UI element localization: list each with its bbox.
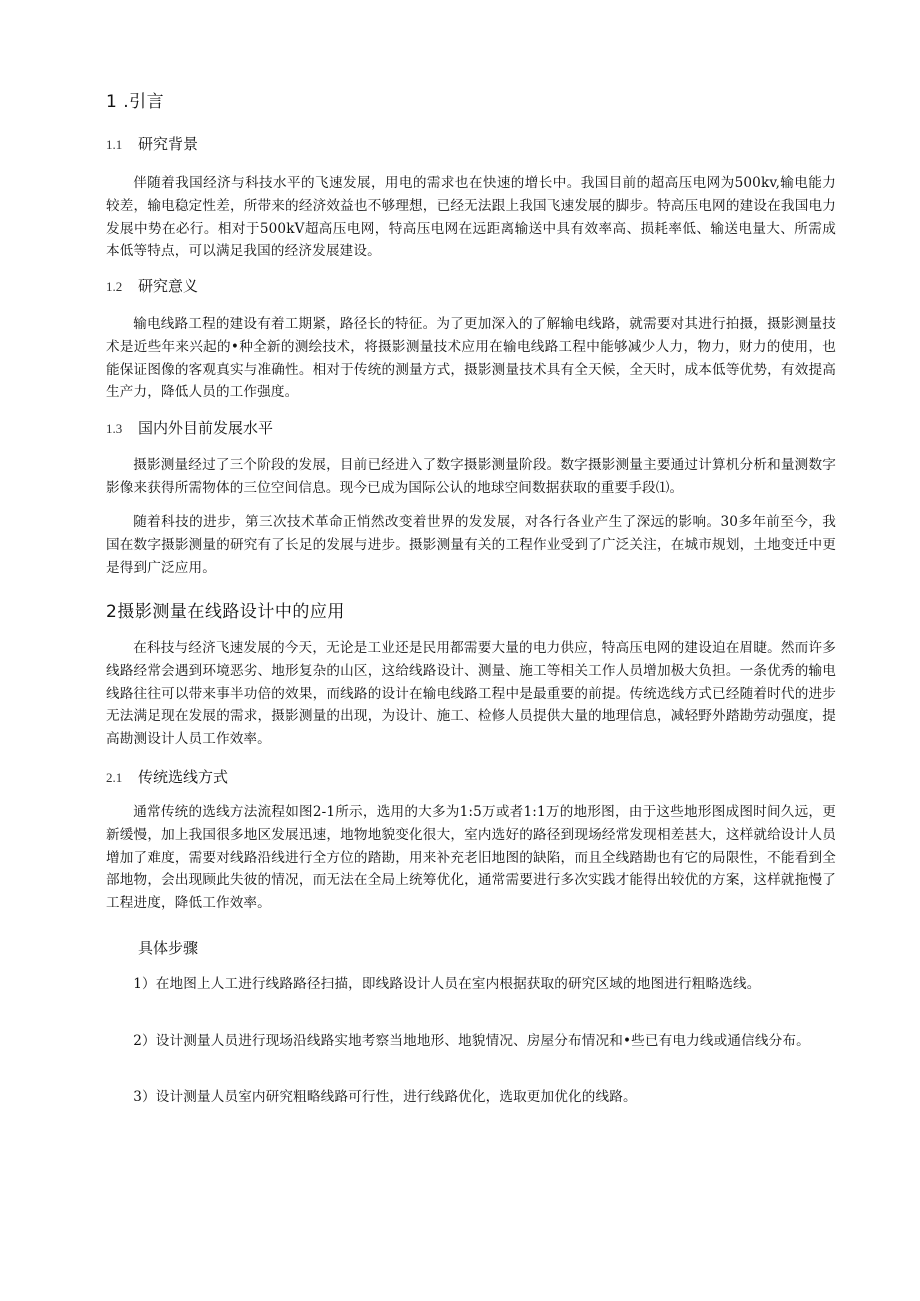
section-number: 2.1: [106, 770, 123, 785]
section-1-2-heading: [106, 276, 198, 297]
section-number: 1.2: [106, 279, 123, 294]
section-2-1-heading: [106, 767, 228, 788]
paragraph-development-level-1: 摄影测量经过了三个阶段的发展，目前已经进入了数字摄影测量阶段。数字摄影测量主要通过计算机分析和量测数字影像来获得所需物体的三位空间信息。现今已成为国际公认的地球空间数据获取的重要手段⑴。: [106, 457, 836, 496]
section-title: 研究背景: [138, 135, 199, 153]
section-number: 1.1: [106, 137, 123, 152]
section-number: 1.3: [106, 421, 123, 436]
paragraph-development-level-2: 随着科技的进步，第三次技术革命正悄然改变着世界的发发展，对各行各业产生了深远的影响。30多年前至今，我国在数字摄影测量的研究有了长足的发展与进步。摄影测量有关的工程作业受到了广泛关注，在城市规划，土地变迁中更是得到广泛应用。: [106, 514, 836, 576]
step-item-2: 2）设计测量人员进行现场沿线路实地考察当地地形、地貌情况、房屋分布情况和•些已有电力线或通信线分布。: [133, 1033, 810, 1049]
paragraph-research-background: 伴随着我国经济与科技水平的飞速发展，用电的需求也在快速的增长中。我国目前的超高压电网为500kv,输电能力较差，输电稳定性差，所带来的经济效益也不够理想，已经无法跟上我国飞速发展的脚步。特高压电网的建设在我国电力发展中势在必行。相对于500kV超高压电网，特高压电网在远距离输送中具有效率高、损耗率低、输送电量大、所需成本低等特点，可以满足我国的经济发展建设。: [106, 175, 836, 260]
section-1-3-heading: [106, 418, 273, 439]
step-item-1: 1）在地图上人工进行线路路径扫描，即线路设计人员在室内根据获取的研究区域的地图进行粗略选线。: [133, 976, 761, 992]
steps-heading: 具体步骤: [138, 939, 199, 957]
section-title: 研究意义: [138, 277, 199, 295]
section-2-heading: 2摄影测量在线路设计中的应用: [106, 602, 345, 622]
section-1-heading: 1 .引言: [106, 92, 165, 112]
paragraph-traditional-route: 通常传统的选线方法流程如图2-1所示，选用的大多为1:5万或者1:1万的地形图，由于这些地形图成图时间久远，更新缓慢，加上我国很多地区发展迅速，地物地貌变化很大，室内选好的路径到现场经常发现相差甚大，这样就给设计人员增加了难度，需要对线路沿线进行全方位的踏勘，用来补充老旧地图的缺陷，而且全线踏勘也有它的局限性，不能看到全部地物，会出现顾此失彼的情况，而无法在全局上统筹优化，通常需要进行多次实践才能得出较优的方案，这样就拖慢了工程进度，降低工作效率。: [106, 804, 836, 912]
section-title: 国内外目前发展水平: [138, 419, 274, 437]
section-1-1-heading: [106, 134, 198, 155]
step-item-3: 3）设计测量人员室内研究粗略线路可行性，进行线路优化，选取更加优化的线路。: [133, 1089, 637, 1105]
section-title: 传统选线方式: [138, 768, 229, 786]
paragraph-research-significance: 输电线路工程的建设有着工期紧，路径长的特征。为了更加深入的了解输电线路，就需要对其进行拍摄，摄影测量技术是近些年来兴起的•种全新的测绘技术，将摄影测量技术应用在输电线路工程中能够减少人力，物力，财力的使用，也能保证图像的客观真实与准确性。相对于传统的测量方式，摄影测量技术具有全天候，全天时，成本低等优势，有效提高生产力，降低人员的工作强度。: [106, 316, 836, 401]
paragraph-application-intro: 在科技与经济飞速发展的今天，无论是工业还是民用都需要大量的电力供应，特高压电网的建设迫在眉睫。然而许多线路经常会遇到环境恶劣、地形复杂的山区，这给线路设计、测量、施工等相关工作人员增加极大负担。一条优秀的输电线路往往可以带来事半功倍的效果，而线路的设计在输电线路工程中是最重要的前提。传统选线方式已经随着时代的进步无法满足现在发展的需求，摄影测量的出现，为设计、施工、检修人员提供大量的地理信息，减轻野外踏勘劳动强度，提高勘测设计人员工作效率。: [106, 640, 836, 748]
